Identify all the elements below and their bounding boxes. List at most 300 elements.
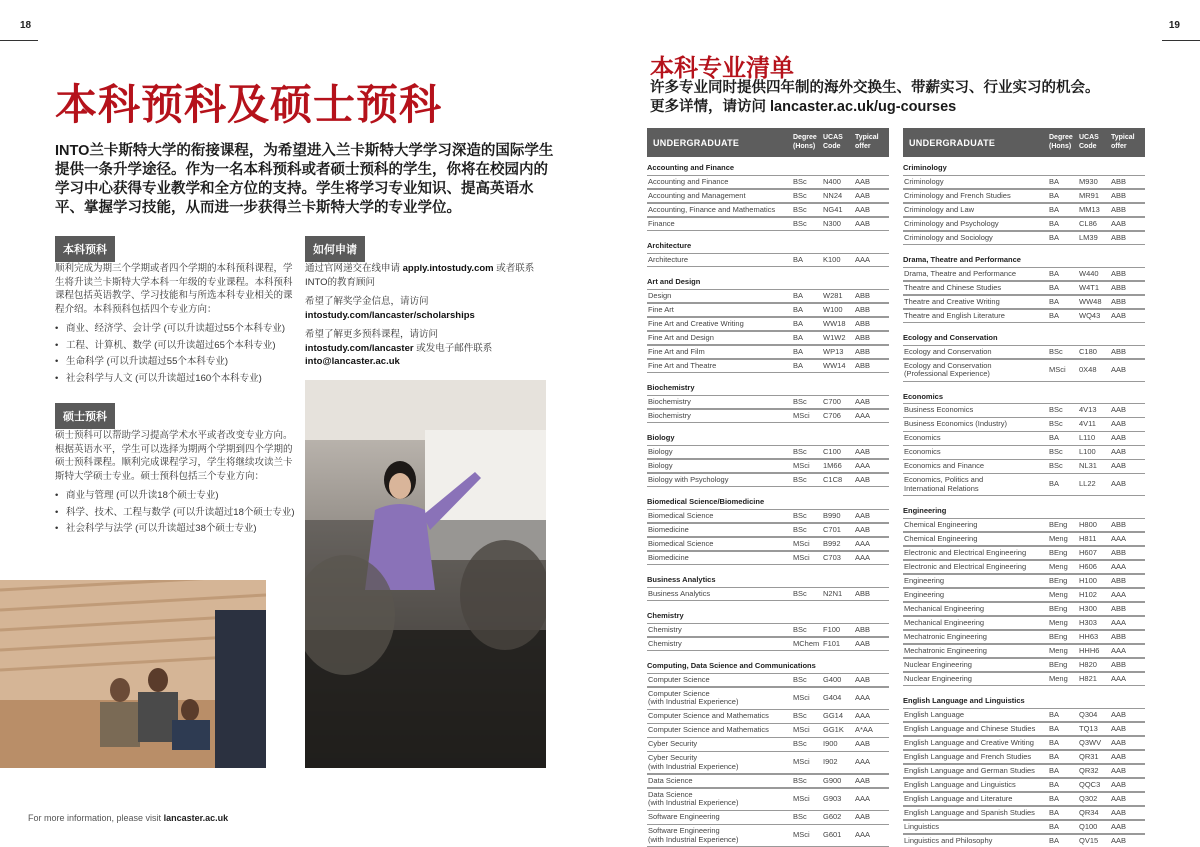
table-row	[903, 281, 1145, 296]
typical-offer-cell: AAB	[855, 510, 871, 520]
course-name: Accounting, Finance and Mathematics	[648, 204, 776, 214]
table-body	[903, 163, 1145, 847]
typical-offer-cell: AAB	[1111, 218, 1127, 228]
course-name: Biomedical Science	[648, 538, 714, 548]
course-name: English Language	[904, 709, 965, 719]
degree-cell: BEng	[1049, 603, 1068, 613]
ucas-code-cell: 1M66	[823, 460, 842, 470]
typical-offer-cell: AAB	[855, 812, 871, 821]
course-name: Fine Art and Film	[648, 346, 705, 356]
degree-cell: MSci	[793, 725, 810, 734]
typical-offer-cell: AAB	[1111, 419, 1127, 428]
ucas-code-cell: 4V11	[1079, 419, 1096, 428]
course-name: Data Science (with Industrial Experience)	[648, 789, 739, 807]
degree-cell: BSc	[1049, 447, 1063, 456]
ucas-code-cell: QR34	[1079, 807, 1099, 817]
degree-cell: MSci	[793, 552, 810, 562]
table-row	[647, 523, 889, 538]
degree-cell: MSci	[793, 460, 810, 470]
table-row	[647, 331, 889, 346]
course-name: Software Engineering	[648, 812, 720, 821]
ucas-code-cell: N400	[823, 176, 841, 186]
table-row	[903, 417, 1145, 432]
table-row	[903, 532, 1145, 547]
course-name: Biochemistry	[648, 396, 691, 406]
ucas-code-cell: H606	[1079, 561, 1097, 571]
list-item: • 商业与管理 (可以升读18个硕士专业)	[55, 489, 295, 503]
degree-cell: BEng	[1049, 575, 1068, 585]
course-name: Computer Science	[648, 674, 710, 684]
typical-offer-cell: AAA	[855, 757, 871, 767]
ucas-code-cell: Q302	[1079, 793, 1098, 803]
degree-cell: BA	[1049, 821, 1060, 831]
ucas-code-cell: NN24	[823, 190, 843, 200]
degree-cell: MSci	[793, 793, 810, 803]
course-name: Chemical Engineering	[904, 519, 978, 529]
ucas-code-cell: W440	[1079, 268, 1099, 278]
degree-cell: BA	[793, 290, 804, 300]
typical-offer-cell: AAA	[1111, 673, 1127, 683]
ucas-code-cell: B990	[823, 510, 841, 520]
course-group-heading: Biochemistry	[647, 383, 695, 392]
course-name: Economics, Politics and International Relations	[904, 475, 984, 493]
course-name: Design	[648, 290, 672, 300]
course-name: Linguistics and Philosophy	[904, 835, 993, 845]
course-name: Economics	[904, 433, 941, 442]
degree-cell: BSc	[793, 711, 807, 720]
typical-offer-cell: AAA	[855, 460, 871, 470]
degree-cell: BA	[793, 346, 804, 356]
table-row	[647, 253, 889, 268]
course-group-heading: Ecology and Conservation	[903, 333, 998, 342]
degree-cell: BSc	[1049, 461, 1063, 470]
degree-cell: BEng	[1049, 659, 1068, 669]
table-row	[647, 217, 889, 232]
table-row	[647, 623, 889, 638]
ucas-code-cell: GG1K	[823, 725, 844, 734]
typical-offer-cell: AAB	[1111, 310, 1127, 320]
ucas-code-cell: QR31	[1079, 751, 1099, 761]
ucas-code-cell: WW18	[823, 318, 846, 328]
course-name: Criminology	[904, 176, 944, 186]
typical-offer-cell: A*AA	[855, 725, 873, 734]
table-row	[647, 289, 889, 304]
degree-cell: MSci	[793, 410, 810, 420]
pg-foundation-list	[55, 489, 295, 536]
degree-cell: Meng	[1049, 645, 1068, 655]
course-name: Nuclear Engineering	[904, 659, 972, 669]
ucas-code-cell: CL86	[1079, 218, 1097, 228]
typical-offer-cell: AAB	[855, 218, 871, 228]
course-group-heading: English Language and Linguistics	[903, 696, 1025, 705]
course-list-subtitle	[650, 79, 1100, 117]
typical-offer-cell: ABB	[855, 318, 871, 328]
footer-note	[28, 813, 228, 823]
typical-offer-cell: ABB	[1111, 603, 1127, 613]
table-row	[903, 574, 1145, 589]
header-ucas: UCAS Code	[1079, 134, 1099, 150]
course-name: English Language and German Studies	[904, 765, 1035, 775]
ucas-code-cell: Q100	[1079, 821, 1098, 831]
list-item: • 社会科学与法学 (可以升读超过38个硕士专业)	[55, 522, 295, 536]
table-row	[647, 189, 889, 204]
course-name: English Language and Literature	[904, 793, 1013, 803]
table-row	[903, 736, 1145, 751]
degree-cell: BSc	[1049, 419, 1063, 428]
course-name: Drama, Theatre and Performance	[904, 268, 1016, 278]
table-row	[903, 750, 1145, 765]
table-row	[903, 403, 1145, 418]
degree-cell: BA	[1049, 232, 1060, 242]
course-name: Computer Science and Mathematics	[648, 725, 769, 734]
ucas-code-cell: WP13	[823, 346, 844, 356]
degree-cell: BA	[1049, 433, 1060, 442]
ucas-code-cell: H800	[1079, 519, 1097, 529]
ucas-code-cell: G404	[823, 692, 842, 702]
degree-cell: BA	[1049, 296, 1060, 306]
typical-offer-cell: ABB	[855, 304, 871, 314]
degree-cell: BA	[1049, 218, 1060, 228]
course-list-title: 本科专业清单	[650, 55, 794, 82]
typical-offer-cell: ABB	[1111, 296, 1127, 306]
ucas-code-cell: C100	[823, 446, 841, 456]
course-name: Economics and Finance	[904, 461, 985, 470]
course-name: Linguistics	[904, 821, 940, 831]
degree-cell: BSc	[793, 775, 807, 785]
course-name: Engineering	[904, 589, 945, 599]
list-item: • 社会科学与人文 (可以升读超过160个本科专业)	[55, 372, 295, 386]
typical-offer-cell: AAB	[855, 190, 871, 200]
apply-link[interactable]: apply.intostudy.com	[402, 263, 494, 274]
scholarship-link[interactable]: intostudy.com/lancaster/scholarships	[305, 309, 475, 321]
course-name: English Language and Creative Writing	[904, 737, 1034, 747]
degree-cell: BA	[1049, 479, 1060, 489]
degree-cell: BSc	[793, 624, 807, 634]
degree-cell: BSc	[793, 176, 807, 186]
typical-offer-cell: AAA	[1111, 561, 1127, 571]
typical-offer-cell: AAB	[855, 446, 871, 456]
top-rule-left	[0, 40, 38, 41]
course-name: Chemistry	[648, 624, 682, 634]
course-name: Fine Art and Design	[648, 332, 714, 342]
table-row	[903, 602, 1145, 617]
table-row	[647, 395, 889, 410]
ucas-code-cell: TQ13	[1079, 723, 1098, 733]
table-row	[903, 203, 1145, 218]
degree-cell: BSc	[793, 204, 807, 214]
ucas-code-cell: WQ43	[1079, 310, 1101, 320]
header-degree: Degree (Hons)	[793, 134, 817, 150]
more-info-paragraph	[305, 328, 545, 369]
table-row	[903, 806, 1145, 821]
ucas-code-cell: C706	[823, 410, 841, 420]
course-group-heading: Art and Design	[647, 277, 701, 286]
ucas-code-cell: HH63	[1079, 631, 1099, 641]
students-lecture-hall-photo	[0, 580, 266, 768]
course-group-heading: Engineering	[903, 506, 947, 515]
course-name: Computer Science and Mathematics	[648, 711, 769, 720]
ug-foundation-body: 顺利完成为期三个学期或者四个学期的本科预科课程，学生将升读兰卡斯特大学本科一年级的专业课程。本科预科课程包括英语教学、学习技能和与所选本科专业相关的课程介绍。本科预科包括四个专业方向：	[55, 263, 293, 315]
course-name: Criminology and Psychology	[904, 218, 999, 228]
ucas-code-cell: H607	[1079, 547, 1097, 557]
course-name: Business Economics (Industry)	[904, 419, 1007, 428]
ucas-code-cell: WW48	[1079, 296, 1102, 306]
typical-offer-cell: AAB	[855, 176, 871, 186]
degree-cell: BSc	[1049, 405, 1063, 414]
table-row	[647, 409, 889, 424]
apply-text: 或者联系INTO的教育顾问	[305, 263, 535, 288]
ucas-code-cell: HHH6	[1079, 645, 1100, 655]
table-row	[647, 709, 889, 724]
course-name: English Language and Linguistics	[904, 779, 1016, 789]
degree-cell: BA	[1049, 190, 1060, 200]
courses-table-left	[647, 128, 889, 847]
ucas-code-cell: I900	[823, 739, 838, 748]
degree-cell: BSc	[793, 524, 807, 534]
header-offer: Typical offer	[855, 134, 879, 150]
table-row	[903, 431, 1145, 446]
course-name: Mechatronic Engineering	[904, 645, 987, 655]
ucas-code-cell: K100	[823, 254, 841, 264]
degree-cell: BA	[1049, 723, 1060, 733]
ucas-code-cell: 0X48	[1079, 364, 1097, 374]
ucas-code-cell: W4T1	[1079, 282, 1100, 292]
footer-text: For more information, please visit	[28, 813, 164, 823]
course-name: Electronic and Electrical Engineering	[904, 561, 1027, 571]
ucas-code-cell: MR91	[1079, 190, 1100, 200]
degree-cell: BSc	[793, 218, 807, 228]
course-name: Biology with Psychology	[648, 474, 729, 484]
ucas-code-cell: I902	[823, 757, 838, 767]
right-page	[600, 0, 1200, 847]
page-number-right: 19	[1168, 20, 1180, 31]
more-info-text: 希望了解更多预科课程，请访问	[305, 329, 439, 340]
typical-offer-cell: ABB	[855, 346, 871, 356]
typical-offer-cell: ABB	[1111, 631, 1127, 641]
course-group-heading: Drama, Theatre and Performance	[903, 255, 1021, 264]
typical-offer-cell: AAB	[855, 775, 871, 785]
course-name: Cyber Security	[648, 739, 698, 748]
typical-offer-cell: ABB	[1111, 346, 1127, 356]
typical-offer-cell: AAB	[855, 674, 871, 684]
degree-cell: BSc	[793, 446, 807, 456]
ucas-code-cell: N2N1	[823, 588, 843, 598]
table-row	[903, 473, 1145, 496]
course-group-heading: Economics	[903, 391, 944, 401]
course-name: Biomedicine	[648, 524, 689, 534]
how-to-apply-section	[305, 262, 545, 375]
typical-offer-cell: AAA	[855, 538, 871, 548]
ucas-code-cell: C701	[823, 524, 841, 534]
course-name: English Language and French Studies	[904, 751, 1032, 761]
degree-cell: BEng	[1049, 631, 1068, 641]
course-name: Fine Art and Creative Writing	[648, 318, 744, 328]
typical-offer-cell: AAA	[855, 692, 871, 702]
subtitle-line: 许多专业同时提供四年制的海外交换生、带薪实习、行业实习的机会。	[650, 80, 1100, 96]
degree-cell: BSc	[793, 474, 807, 484]
course-name: Electronic and Electrical Engineering	[904, 547, 1027, 557]
ucas-code-cell: G602	[823, 812, 842, 821]
degree-cell: Meng	[1049, 673, 1068, 683]
pg-foundation-tag: 硕士预科	[55, 403, 115, 429]
degree-cell: BEng	[1049, 547, 1068, 557]
table-row	[903, 778, 1145, 793]
ug-foundation-tag: 本科预科	[55, 236, 115, 262]
typical-offer-cell: ABB	[855, 332, 871, 342]
typical-offer-cell: AAB	[855, 524, 871, 534]
typical-offer-cell: AAB	[1111, 779, 1127, 789]
scholarship-text: 希望了解奖学金信息，请访问	[305, 296, 429, 307]
table-row	[647, 551, 889, 566]
course-group-heading: Chemistry	[647, 611, 684, 620]
course-name: Criminology and French Studies	[904, 190, 1011, 200]
ucas-code-cell: 4V13	[1079, 405, 1097, 414]
ucas-code-cell: W281	[823, 290, 843, 300]
typical-offer-cell: ABB	[1111, 519, 1127, 529]
course-name: Cyber Security (with Industrial Experience)	[648, 753, 739, 771]
ucas-code-cell: G903	[823, 793, 842, 803]
table-row	[903, 644, 1145, 659]
degree-cell: BA	[793, 304, 804, 314]
degree-cell: MSci	[1049, 364, 1066, 374]
ucas-code-cell: W1W2	[823, 332, 846, 342]
table-row	[903, 588, 1145, 603]
course-name: Criminology and Sociology	[904, 232, 993, 242]
course-name: Theatre and Chinese Studies	[904, 282, 1002, 292]
course-group-heading: Business Analytics	[647, 575, 716, 584]
course-group-heading: Computing, Data Science and Communications	[647, 661, 816, 670]
degree-cell: Meng	[1049, 589, 1068, 599]
typical-offer-cell: ABB	[1111, 547, 1127, 557]
header-undergraduate: UNDERGRADUATE	[653, 137, 740, 148]
header-ucas: UCAS Code	[823, 134, 843, 150]
course-group-heading: Biology	[647, 433, 675, 442]
subtitle-line: 更多详情，请访问 lancaster.ac.uk/ug-courses	[650, 99, 957, 115]
ucas-code-cell: NL31	[1079, 461, 1097, 470]
table-row	[903, 792, 1145, 807]
ucas-code-cell: WW14	[823, 360, 846, 370]
email-link[interactable]: into@lancaster.ac.uk	[305, 356, 400, 367]
course-group-heading: Architecture	[647, 241, 692, 250]
table-row	[647, 824, 889, 847]
typical-offer-cell: AAA	[855, 552, 871, 562]
course-name: English Language and Spanish Studies	[904, 807, 1035, 817]
footer-link[interactable]: lancaster.ac.uk	[163, 813, 229, 823]
course-name: Mechanical Engineering	[904, 603, 985, 613]
table-row	[903, 231, 1145, 246]
table-row	[903, 672, 1145, 687]
course-name: Fine Art and Theatre	[648, 360, 717, 370]
ucas-code-cell: G900	[823, 775, 842, 785]
typical-offer-cell: ABB	[1111, 204, 1127, 214]
ucas-code-cell: Q304	[1079, 709, 1098, 719]
table-row	[903, 630, 1145, 645]
typical-offer-cell: ABB	[1111, 232, 1127, 242]
table-row	[647, 723, 889, 738]
degree-cell: BSc	[793, 739, 807, 748]
typical-offer-cell: AAB	[1111, 709, 1127, 719]
scholarship-paragraph	[305, 295, 545, 322]
degree-cell: BA	[1049, 765, 1060, 775]
ucas-code-cell: G400	[823, 674, 842, 684]
degree-cell: BA	[1049, 835, 1060, 845]
more-info-text: 或发电子邮件联系	[413, 342, 493, 354]
typical-offer-cell: AAB	[1111, 793, 1127, 803]
typical-offer-cell: AAA	[855, 254, 871, 264]
course-group-heading: Accounting and Finance	[647, 163, 735, 172]
typical-offer-cell: ABB	[1111, 575, 1127, 585]
degree-cell: MSci	[793, 538, 810, 548]
table-row	[647, 509, 889, 524]
typical-offer-cell: AAB	[855, 638, 871, 648]
course-name: Chemical Engineering	[904, 533, 978, 543]
table-row	[903, 217, 1145, 232]
degree-cell: BSc	[793, 396, 807, 406]
ucas-code-cell: B992	[823, 538, 841, 548]
typical-offer-cell: ABB	[1111, 282, 1127, 292]
table-row	[647, 788, 889, 811]
typical-offer-cell: AAB	[855, 739, 871, 748]
table-header	[647, 128, 889, 157]
course-name: Theatre and English Literature	[904, 310, 1005, 320]
courses-table-right	[903, 128, 1145, 847]
degree-cell: Meng	[1049, 533, 1068, 543]
table-row	[903, 616, 1145, 631]
course-name: Finance	[648, 218, 675, 228]
degree-cell: BA	[1049, 310, 1060, 320]
typical-offer-cell: AAA	[855, 830, 871, 840]
table-row	[647, 810, 889, 825]
course-name: Fine Art	[648, 304, 674, 314]
typical-offer-cell: ABB	[855, 290, 871, 300]
table-row	[647, 737, 889, 752]
course-name: Engineering	[904, 575, 945, 585]
course-name: Ecology and Conservation	[904, 346, 992, 356]
degree-cell: BA	[1049, 807, 1060, 817]
course-name: Biology	[648, 446, 673, 456]
typical-offer-cell: AAB	[1111, 821, 1127, 831]
ucas-code-cell: NG41	[823, 204, 843, 214]
degree-cell: Meng	[1049, 561, 1068, 571]
typical-offer-cell: AAB	[855, 204, 871, 214]
degree-cell: MSci	[793, 830, 810, 840]
header-offer: Typical offer	[1111, 134, 1135, 150]
typical-offer-cell: ABB	[1111, 659, 1127, 669]
table-row	[903, 175, 1145, 190]
course-name: Nuclear Engineering	[904, 673, 972, 683]
apply-text: 通过官网递交在线申请	[305, 263, 403, 274]
list-item: • 工程、计算机、数学 (可以升读超过65个本科专业)	[55, 339, 295, 353]
ucas-code-cell: N300	[823, 218, 841, 228]
typical-offer-cell: AAB	[1111, 433, 1127, 442]
how-to-apply-tag: 如何申请	[305, 236, 365, 262]
ucas-code-cell: H100	[1079, 575, 1097, 585]
degree-cell: BA	[1049, 751, 1060, 761]
degree-cell: BA	[793, 318, 804, 328]
table-row	[647, 317, 889, 332]
table-row	[647, 473, 889, 488]
degree-cell: BA	[1049, 176, 1060, 186]
course-name: Economics	[904, 447, 941, 456]
table-row	[647, 673, 889, 688]
typical-offer-cell: AAA	[1111, 589, 1127, 599]
ucas-code-cell: H820	[1079, 659, 1097, 669]
typical-offer-cell: AAB	[1111, 479, 1127, 489]
table-body	[647, 163, 889, 847]
course-name: Biomedical Science	[648, 510, 714, 520]
lancaster-link[interactable]: intostudy.com/lancaster	[305, 342, 414, 354]
course-name: Criminology and Law	[904, 204, 975, 214]
